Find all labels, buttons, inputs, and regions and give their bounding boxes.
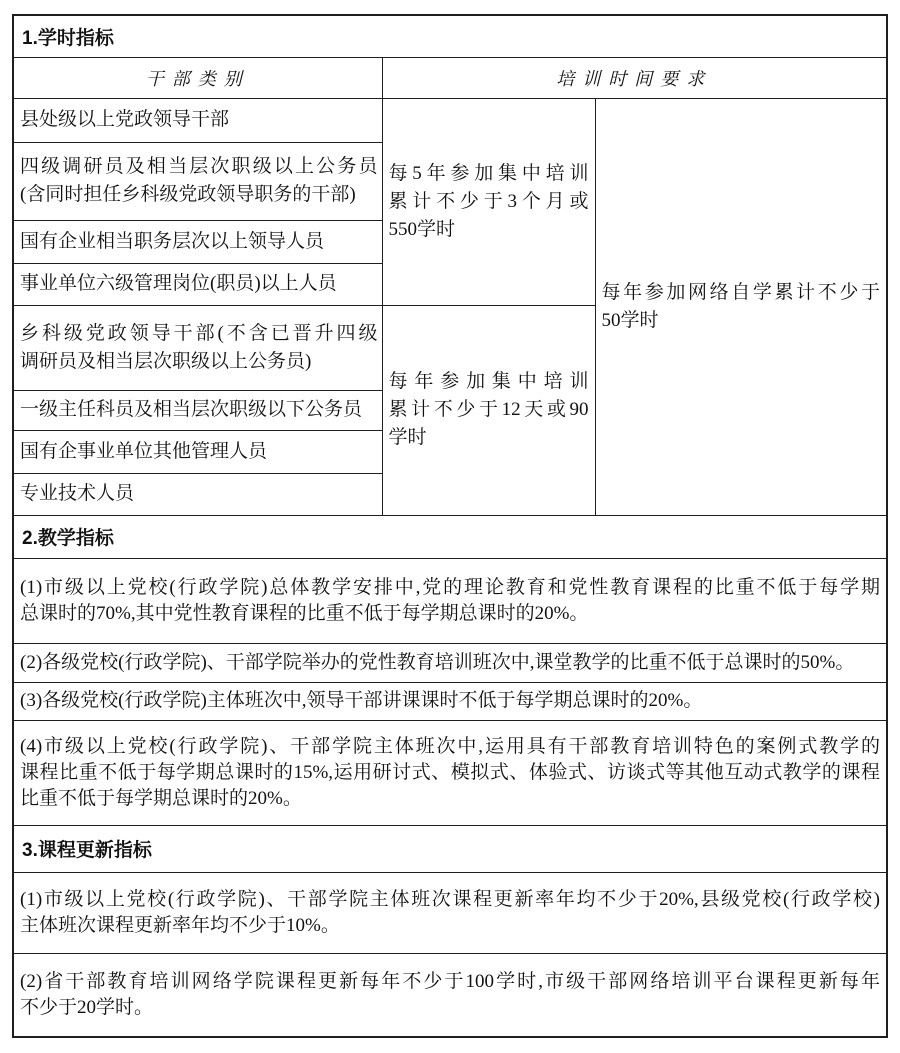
cadre-row-institution-grade6 (13, 263, 382, 305)
cell-line: 550学时 (388, 218, 456, 240)
cell-line: 主体班次课程更新率年均不少于10%。 (20, 914, 340, 936)
cadre-row-chief-staff-members (13, 390, 382, 430)
cell-line: 国有企事业单位其他管理人员 (20, 440, 268, 462)
requirement-focused-training-senior (382, 98, 595, 305)
teaching-indicator-item-4 (13, 720, 887, 825)
cell-line: 国有企业相当职务层次以上领导人员 (20, 230, 325, 252)
table-row (13, 872, 887, 953)
cell-line: (4)市级以上党校(行政学院)、干部学院主体班次中,运用具有干部教育培训特色的案例式教学的 (20, 735, 880, 757)
cadre-row-other-managers (13, 430, 382, 473)
cell-line: (1)市级以上党校(行政学院)总体教学安排中,党的理论教育和党性教育课程的比重不低于每学期 (20, 576, 880, 598)
cell-line: 调研员及相当层次职级以上公务员) (20, 350, 312, 372)
cell-line: (2)省干部教育培训网络学院课程更新每年不少于100学时,市级干部网络培训平台课程更新每年 (20, 970, 880, 992)
cadre-row-level4-researchers (13, 142, 382, 220)
cell-line: 课程比重不低于每学期总课时的15%,运用研讨式、模拟式、体验式、访谈式等其他互动式教学的课程 (20, 761, 880, 783)
cadre-row-professional-technical (13, 473, 382, 515)
requirement-online-self-study (595, 98, 887, 515)
section1-title: 1.学时指标 (13, 15, 887, 57)
cell-line: (3)各级党校(行政学院)主体班次中,领导干部讲课课时不低于每学期总课时的20%。 (20, 690, 703, 711)
teaching-indicator-item-1 (13, 558, 887, 643)
requirement-focused-training-junior (382, 305, 595, 515)
cadre-row-soe-leaders (13, 220, 382, 263)
cell-line: 每5年参加集中培训 (388, 162, 589, 184)
table-row (13, 720, 887, 825)
cell-line: 50学时 (601, 309, 659, 331)
cell-line: 不少于20学时。 (20, 996, 154, 1018)
cell-line: 累计不少于3个月或 (388, 190, 589, 212)
cell-line: 每年参加集中培训 (388, 371, 589, 392)
table-row (13, 825, 887, 872)
table-row (13, 682, 887, 720)
cell-line: 专业技术人员 (20, 483, 135, 504)
cell-line: (2)各级党校(行政学院)、干部学院举办的党性教育培训班次中,课堂教学的比重不低于总课时的50%。 (20, 651, 855, 673)
cell-line: 比重不低于每学期总课时的20%。 (20, 787, 302, 809)
section3-title: 3.课程更新指标 (13, 825, 887, 872)
cell-line: 累计不少于12天或90 (388, 399, 589, 420)
table-row (13, 558, 887, 643)
table-row (13, 515, 887, 558)
teaching-indicator-item-2 (13, 643, 887, 682)
training-time-header: 培训时间要求 (382, 57, 887, 98)
section2-title: 2.教学指标 (13, 515, 887, 558)
table-row (13, 643, 887, 682)
course-update-indicator-item-2 (13, 953, 887, 1037)
cell-line: 四级调研员及相当层次职级以上公务员 (20, 156, 378, 177)
indicator-table (12, 14, 888, 1038)
table-row (13, 98, 887, 142)
cadre-row-county-level-leaders (13, 98, 382, 142)
cell-line: 乡科级党政领导干部(不含已晋升四级 (20, 322, 378, 344)
teaching-indicator-item-3 (13, 682, 887, 720)
table-row (13, 57, 887, 98)
cell-line: 一级主任科员及相当层次职级以下公务员 (20, 399, 363, 420)
cadre-category-header: 干部类别 (13, 57, 382, 98)
cell-line: 县处级以上党政领导干部 (20, 109, 230, 130)
cell-line: 每年参加网络自学累计不少于 (601, 281, 880, 303)
cell-line: 总课时的70%,其中党性教育课程的比重不低于每学期总课时的20%。 (20, 602, 589, 624)
course-update-indicator-item-1 (13, 872, 887, 953)
cell-line: (1)市级以上党校(行政学院)、干部学院主体班次课程更新率年均不少于20%,县级党校(行政学校) (20, 888, 880, 910)
table-row (13, 953, 887, 1037)
cell-line: (含同时担任乡科级党政领导职务的干部) (20, 184, 356, 205)
cell-line: 学时 (388, 427, 427, 448)
table-row (13, 15, 887, 57)
cell-line: 事业单位六级管理岗位(职员)以上人员 (20, 273, 337, 294)
cadre-row-township-leaders (13, 305, 382, 390)
